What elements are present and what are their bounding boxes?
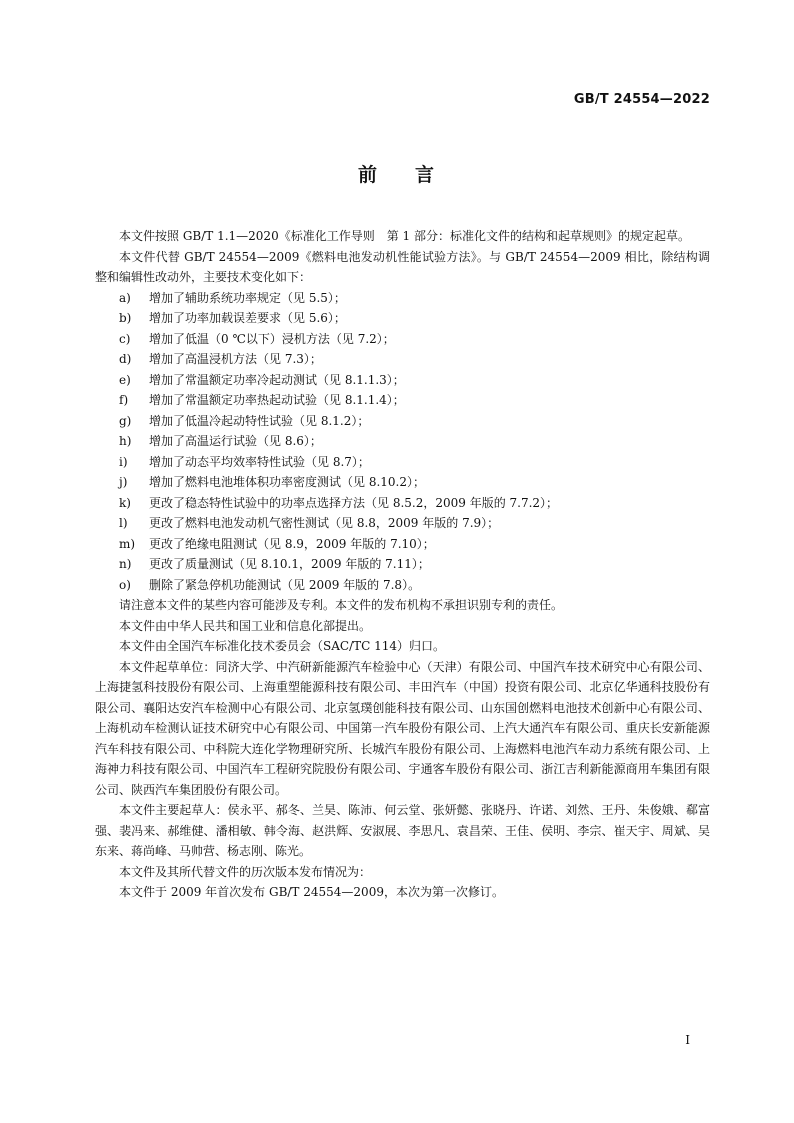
list-marker: g): [119, 413, 132, 428]
change-list: [95, 288, 710, 596]
list-item-text: 删除了紧急停机功能测试（见 2009 年版的 7.8）。: [149, 577, 421, 592]
list-item: [95, 472, 710, 493]
list-item: [95, 288, 710, 309]
list-item: [95, 575, 710, 596]
list-item-text: 增加了动态平均效率特性试验（见 8.7）；: [149, 454, 370, 469]
proposer-statement: 本文件由中华人民共和国工业和信息化部提出。: [119, 618, 372, 633]
list-item: [95, 431, 710, 452]
list-item: [95, 329, 710, 350]
list-item: [95, 452, 710, 473]
history-statement: 本文件于 2009 年首次发布 GB/T 24554—2009，本次为第一次修订。: [119, 885, 504, 899]
list-item-text: 更改了稳态特性试验中的功率点选择方法（见 8.5.2，2009 年版的 7.7.2）；: [149, 495, 559, 510]
title-char-2: 言: [415, 164, 437, 186]
list-item-text: 增加了功率加载误差要求（见 5.6）；: [149, 311, 346, 325]
list-item: [95, 308, 710, 329]
list-item-text: 增加了常温额定功率冷起动测试（见 8.1.1.3）；: [149, 372, 405, 387]
history-heading: 本文件及其所代替文件的历次版本发布情况为：: [119, 864, 372, 879]
list-item: [95, 370, 710, 391]
list-marker: c): [119, 331, 131, 346]
list-marker: i): [119, 454, 128, 469]
list-item-text: 更改了燃料电池发动机气密性测试（见 8.8，2009 年版的 7.9）；: [149, 516, 500, 530]
list-marker: m): [119, 536, 136, 551]
list-item-text: 增加了高温浸机方法（见 7.3）；: [149, 352, 322, 366]
standard-number: GB/T 24554—2022: [573, 92, 710, 107]
list-marker: h): [119, 434, 132, 448]
list-item-text: 增加了燃料电池堆体积功率密度测试（见 8.10.2）；: [149, 475, 425, 489]
list-item-text: 更改了绝缘电阻测试（见 8.9，2009 年版的 7.10）；: [149, 536, 435, 551]
intro-paragraph: 本文件按照 GB/T 1.1—2020《标准化工作导则 第 1 部分：标准化文件的结构和起草规则》的规定起草。: [119, 229, 690, 243]
list-item: [95, 390, 710, 411]
intro-paragraph: 本文件代替 GB/T 24554—2009《燃料电池发动机性能试验方法》。与 GB/T 24554—2009 相比，除结构调整和编辑性改动外，主要技术变化如下：: [95, 249, 710, 284]
list-item-text: 增加了常温额定功率热起动试验（见 8.1.1.4）；: [149, 393, 405, 407]
list-item: [95, 349, 710, 370]
list-marker: d): [119, 352, 132, 366]
list-marker: n): [119, 557, 132, 571]
list-item-text: 增加了低温（0 ℃以下）浸机方法（见 7.2）；: [149, 331, 395, 346]
page-number: I: [685, 1033, 690, 1047]
list-marker: f): [119, 393, 129, 407]
list-item-text: 增加了高温运行试验（见 8.6）；: [149, 434, 322, 448]
list-item: [95, 411, 710, 432]
list-marker: b): [119, 311, 132, 325]
list-item: [95, 493, 710, 514]
list-item: [95, 513, 710, 534]
page-title: [0, 160, 794, 187]
list-marker: e): [119, 372, 131, 387]
list-item-text: 更改了质量测试（见 8.10.1，2009 年版的 7.11）；: [149, 557, 430, 571]
list-item: [95, 554, 710, 575]
list-marker: l): [119, 516, 128, 530]
patent-notice: 请注意本文件的某些内容可能涉及专利。本文件的发布机构不承担识别专利的责任。: [119, 598, 564, 612]
list-item-text: 增加了辅助系统功率规定（见 5.5）；: [149, 290, 346, 305]
foreword-body: [95, 226, 710, 903]
list-item: [95, 534, 710, 555]
list-item-text: 增加了低温冷起动特性试验（见 8.1.2）；: [149, 413, 370, 428]
list-marker: a): [119, 290, 131, 305]
title-char-1: 前: [357, 164, 379, 186]
list-marker: k): [119, 495, 131, 510]
list-marker: j): [119, 475, 128, 489]
list-marker: o): [119, 577, 131, 592]
drafters: 本文件主要起草人：侯永平、郝冬、兰昊、陈沛、何云堂、张妍懿、张晓丹、许诺、刘然、王丹、朱俊娥、郗富强、裴冯来、郝维健、潘相敏、韩令海、赵洪辉、安淑展、李思凡、袁昌荣、王佳、侯明、李宗、崔天宇、周斌、吴东来、蒋尚峰、马帅营、杨志刚、陈光。: [95, 803, 710, 858]
committee-statement: 本文件由全国汽车标准化技术委员会（SAC/TC 114）归口。: [119, 639, 446, 653]
drafting-units: 本文件起草单位：同济大学、中汽研新能源汽车检验中心（天津）有限公司、中国汽车技术研究中心有限公司、上海捷氢科技股份有限公司、上海重塑能源科技有限公司、丰田汽车（中国）投资有限公司、北京亿华通科技股份有限公司、襄阳达安汽车检测中心有限公司、北京氢璞创能科技有限公司、山东国创燃料电池技术创新中心有限公司、上海机动车检测认证技术研究中心有限公司、中国第一汽车股份有限公司、上汽大通汽车有限公司、重庆长安新能源汽车科技有限公司、中科院大连化学物理研究所、长城汽车股份有限公司、上海燃料电池汽车动力系统有限公司、上海神力科技有限公司、中国汽车工程研究院股份有限公司、宇通客车股份有限公司、浙江吉利新能源商用车集团有限公司、陕西汽车集团股份有限公司。: [95, 659, 710, 797]
